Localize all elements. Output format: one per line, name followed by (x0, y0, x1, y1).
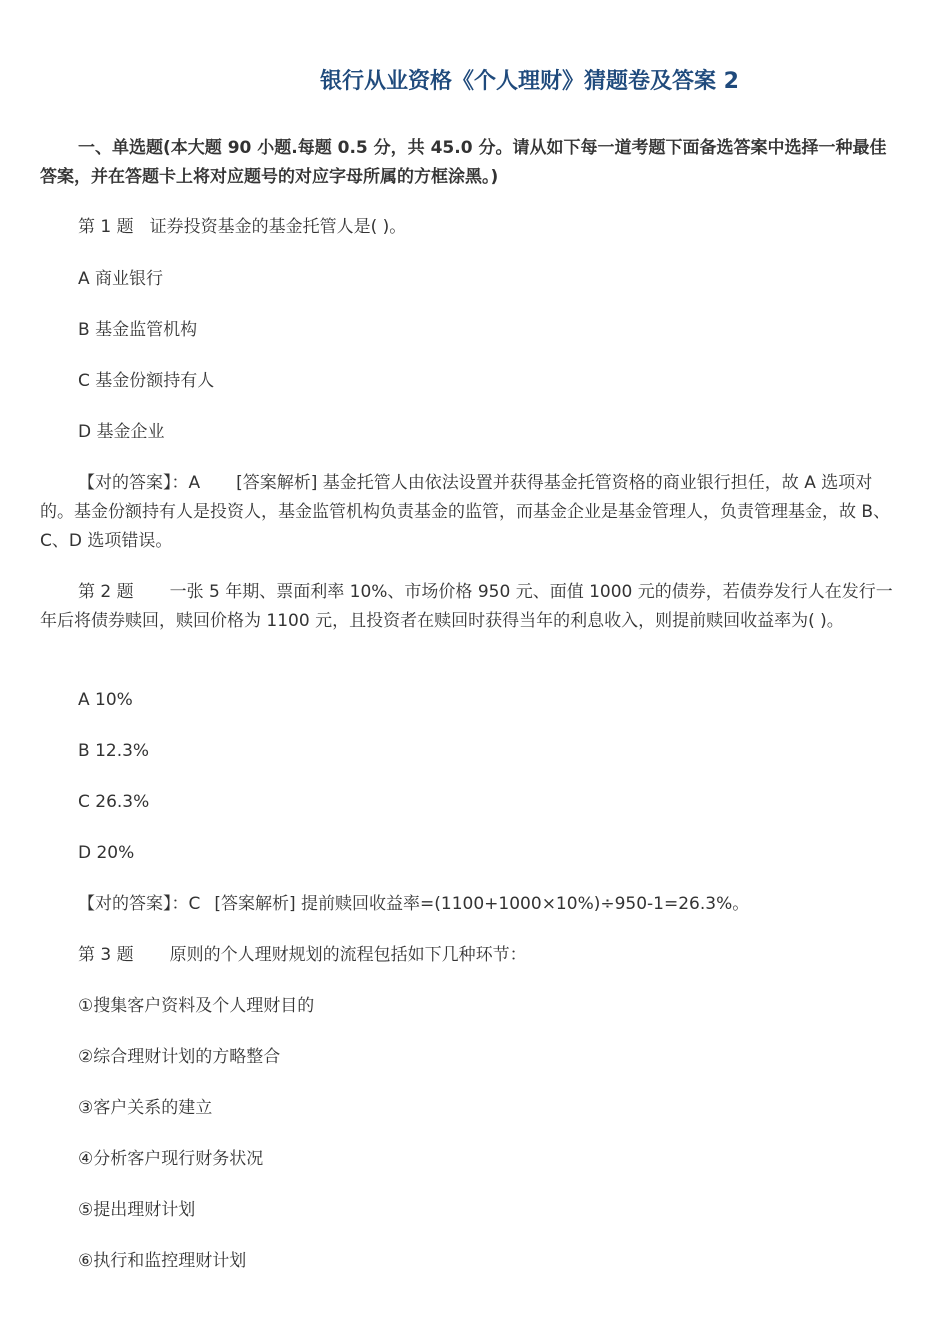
question-3-text: 原则的个人理财规划的流程包括如下几种环节： (169, 945, 527, 965)
question-2-answer-label: 【对的答案】：C (78, 894, 201, 914)
question-1-label: 第 1 题 (78, 217, 134, 237)
question-2-option-a: A 10% (78, 690, 133, 710)
question-2-explanation: [答案解析] 提前赎回收益率=(1100+1000×10%)÷950-1=26.3%。 (214, 894, 750, 914)
question-3-step: ⑤提出理财计划 (78, 1200, 196, 1220)
question-1-option-d: D 基金企业 (78, 422, 165, 442)
question-2-answer (40, 890, 902, 919)
question-3-step: ①搜集客户资料及个人理财目的 (78, 996, 315, 1016)
question-3-step: ⑥执行和监控理财计划 (78, 1251, 247, 1271)
question-2-text: 一张 5 年期、票面利率 10%、市场价格 950 元、面值 1000 元的债券，若债券发行人在发行一年后将债券赎回，赎回价格为 1100 元，且投资者在赎回时获得当年的利息收入，则提前赎回收益率为( )。 (40, 582, 893, 631)
question-3-step: ③客户关系的建立 (78, 1098, 213, 1118)
question-3 (40, 941, 902, 970)
question-3-label: 第 3 题 (78, 945, 134, 965)
question-1-explanation: [答案解析] 基金托管人由依法设置并获得基金托管资格的商业银行担任，故 A 选项对的。基金份额持有人是投资人，基金监管机构负责基金的监管，而基金企业是基金管理人，负责管理基金，故 B、C、D 选项错误。 (40, 473, 891, 551)
question-1 (40, 213, 940, 242)
question-2-label: 第 2 题 (78, 582, 134, 602)
question-1-option-c: C 基金份额持有人 (78, 371, 215, 391)
question-1-answer (40, 469, 902, 556)
question-2-option-c: C 26.3% (78, 792, 150, 812)
question-2-option-b: B 12.3% (78, 741, 150, 761)
question-1-answer-label: 【对的答案】：A (78, 473, 201, 493)
question-2 (40, 578, 902, 636)
question-1-option-a: A 商业银行 (78, 269, 164, 289)
question-1-option-b: B 基金监管机构 (78, 320, 198, 340)
question-2-option-d: D 20% (78, 843, 135, 863)
question-3-step: ④分析客户现行财务状况 (78, 1149, 264, 1169)
question-3-step: ②综合理财计划的方略整合 (78, 1047, 281, 1067)
section-intro: 一、单选题(本大题 90 小题.每题 0.5 分，共 45.0 分。请从如下每一道考题下面备选答案中选择一种最佳答案，并在答题卡上将对应题号的对应字母所属的方框涂黑。) (40, 138, 887, 187)
question-1-text: 证券投资基金的基金托管人是( )。 (149, 217, 407, 237)
document-title: 银行从业资格《个人理财》猜题卷及答案 2 (320, 69, 739, 94)
